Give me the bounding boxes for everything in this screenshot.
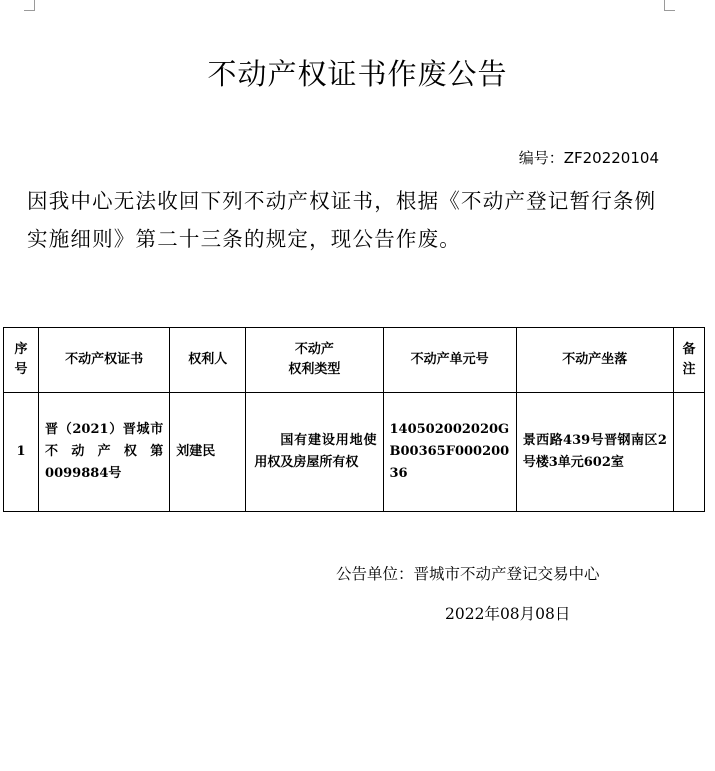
header-type-line2: 权利类型 xyxy=(288,362,341,377)
header-unit: 不动产单元号 xyxy=(383,328,516,393)
header-note: 备注 xyxy=(673,328,704,393)
header-type-line1: 不动产 xyxy=(294,342,334,357)
intro-paragraph: 因我中心无法收回下列不动产权证书，根据《不动产登记暂行条例实施细则》第二十三条的规定，现公告作废。 xyxy=(27,189,657,251)
issuer: 公告单位：晋城市不动产登记交易中心 xyxy=(336,565,600,583)
cell-type: 国有建设用地使用权及房屋所有权 xyxy=(246,393,383,512)
cell-index: 1 xyxy=(4,393,39,512)
document-title: 不动产权证书作废公告 xyxy=(207,57,508,91)
notice-table xyxy=(3,327,705,512)
header-index: 序号 xyxy=(4,328,39,393)
table-row xyxy=(4,393,705,512)
header-location: 不动产坐落 xyxy=(516,328,673,393)
page-corner-mark-right xyxy=(664,0,675,11)
page-corner-mark-left xyxy=(24,0,35,11)
document-number: 编号：ZF20220104 xyxy=(518,149,659,167)
cell-cert: 晋（2021）晋城市不动产权第0099884号 xyxy=(39,393,170,512)
header-holder: 权利人 xyxy=(170,328,246,393)
cell-holder: 刘建民 xyxy=(170,393,246,512)
cell-unit: 140502002020GB00365F00020036 xyxy=(383,393,516,512)
cell-location: 景西路439号晋钢南区2号楼3单元602室 xyxy=(516,393,673,512)
header-cert: 不动产权证书 xyxy=(39,328,170,393)
cell-note xyxy=(673,393,704,512)
header-type xyxy=(246,328,383,393)
table-header-row xyxy=(4,328,705,393)
issue-date: 2022年08月08日 xyxy=(445,605,571,623)
